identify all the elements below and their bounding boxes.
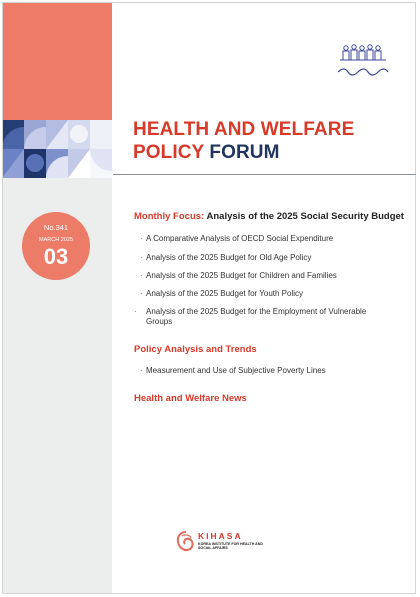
- monthly-focus-heading: [134, 211, 404, 222]
- list-item: · Analysis of the 2025 Budget for Old Age Policy: [140, 253, 312, 262]
- title-forum: FORUM: [209, 142, 280, 163]
- bullet-icon: ·: [134, 307, 137, 316]
- bullet-icon: ·: [140, 253, 143, 262]
- issue-badge: [22, 212, 90, 280]
- publisher-name: KIHASA: [198, 531, 243, 541]
- bullet-icon: ·: [140, 271, 143, 280]
- title-divider: [113, 174, 416, 175]
- cover-sidebar: [2, 2, 112, 594]
- issue-number: No.341: [43, 223, 69, 232]
- title-policy: POLICY: [133, 142, 204, 163]
- issue-big-number: 03: [43, 244, 69, 269]
- publisher-full-name: KOREA INSTITUTE FOR HEALTH AND SOCIAL AFFAIRS: [198, 542, 263, 551]
- title-line-1: HEALTH AND WELFARE: [133, 119, 355, 140]
- bullet-icon: ·: [140, 366, 143, 375]
- list-item: · A Comparative Analysis of OECD Social Expenditure: [140, 234, 334, 243]
- policy-analysis-heading: Policy Analysis and Trends: [134, 344, 257, 355]
- issue-month: MARCH 2025: [39, 237, 73, 243]
- people-group-logo-icon: [334, 42, 396, 82]
- kihasa-logo: [176, 530, 286, 556]
- bullet-icon: ·: [140, 234, 143, 243]
- bullet-icon: ·: [140, 289, 143, 298]
- news-heading: Health and Welfare News: [134, 393, 247, 404]
- list-item: · Analysis of the 2025 Budget for Children and Families: [140, 271, 337, 280]
- monthly-focus-label: Monthly Focus:: [134, 211, 205, 222]
- geometric-pattern-icon: [2, 120, 112, 178]
- publication-title: [133, 118, 413, 164]
- list-item: · Analysis of the 2025 Budget for the Employment of Vulnerable Groups: [134, 307, 367, 326]
- monthly-focus-subject: Analysis of the 2025 Social Security Budget: [206, 211, 404, 222]
- kihasa-swirl-icon: [176, 530, 196, 554]
- list-item: · Measurement and Use of Subjective Poverty Lines: [140, 366, 326, 375]
- sidebar-color-block: [2, 2, 112, 120]
- list-item: · Analysis of the 2025 Budget for Youth Policy: [140, 289, 303, 298]
